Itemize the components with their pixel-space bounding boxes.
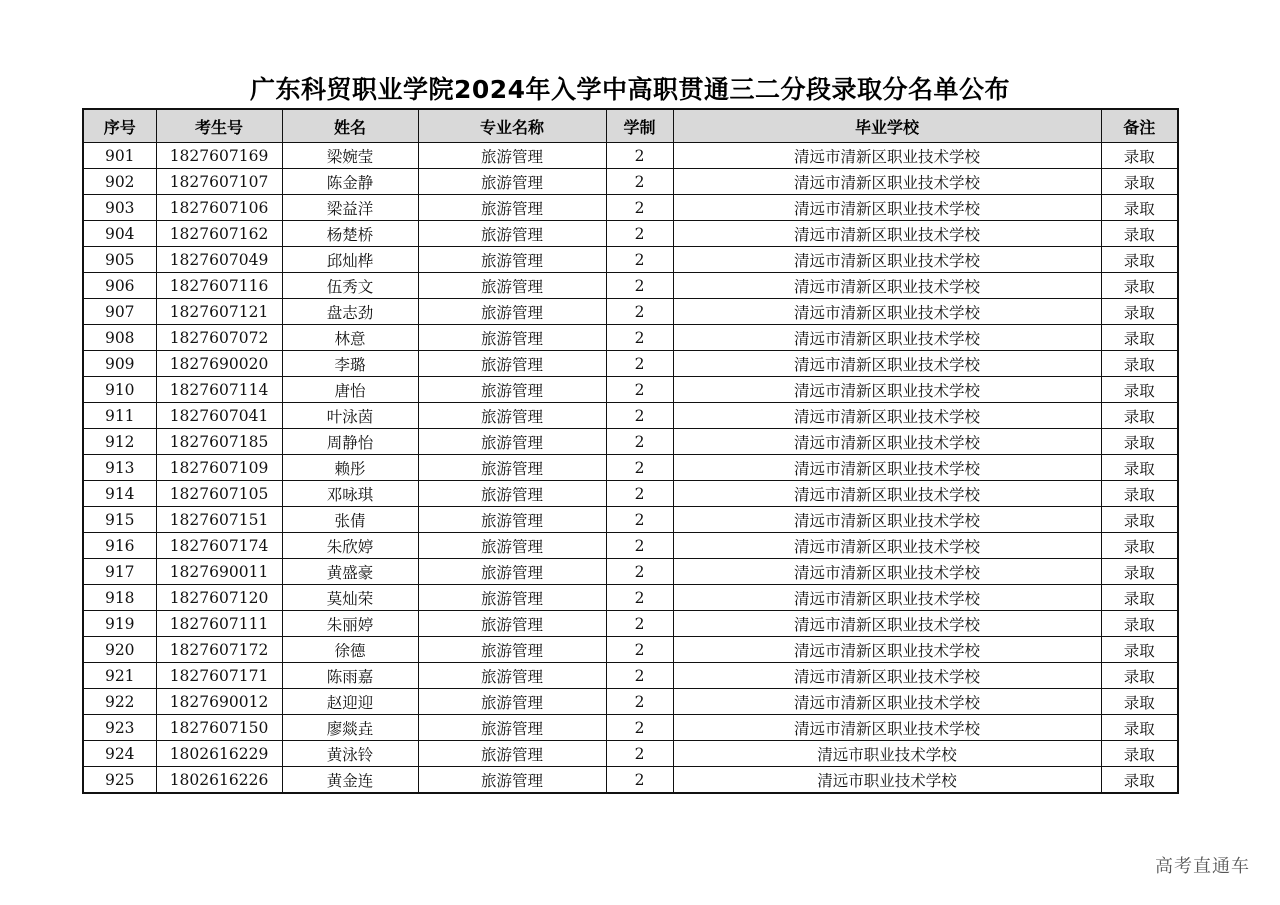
cell-candidate-number: 1827607121 bbox=[156, 299, 282, 325]
table-header-row bbox=[83, 109, 1178, 143]
cell-duration: 2 bbox=[606, 611, 673, 637]
cell-remarks: 录取 bbox=[1101, 689, 1178, 715]
cell-candidate-number: 1827607106 bbox=[156, 195, 282, 221]
table-row bbox=[83, 455, 1178, 481]
cell-serial-number: 912 bbox=[83, 429, 156, 455]
header-serial-number: 序号 bbox=[83, 109, 156, 143]
cell-graduated-school: 清远市清新区职业技术学校 bbox=[673, 221, 1101, 247]
cell-major: 旅游管理 bbox=[418, 533, 606, 559]
cell-serial-number: 916 bbox=[83, 533, 156, 559]
cell-remarks: 录取 bbox=[1101, 637, 1178, 663]
table-row bbox=[83, 377, 1178, 403]
cell-duration: 2 bbox=[606, 507, 673, 533]
table-row bbox=[83, 221, 1178, 247]
table-row bbox=[83, 559, 1178, 585]
cell-major: 旅游管理 bbox=[418, 637, 606, 663]
cell-name: 李璐 bbox=[282, 351, 418, 377]
cell-remarks: 录取 bbox=[1101, 507, 1178, 533]
table-row bbox=[83, 637, 1178, 663]
cell-graduated-school: 清远市清新区职业技术学校 bbox=[673, 143, 1101, 169]
cell-graduated-school: 清远市清新区职业技术学校 bbox=[673, 247, 1101, 273]
cell-name: 杨楚桥 bbox=[282, 221, 418, 247]
cell-major: 旅游管理 bbox=[418, 143, 606, 169]
cell-duration: 2 bbox=[606, 559, 673, 585]
cell-candidate-number: 1802616226 bbox=[156, 767, 282, 794]
cell-major: 旅游管理 bbox=[418, 741, 606, 767]
cell-graduated-school: 清远市清新区职业技术学校 bbox=[673, 273, 1101, 299]
cell-serial-number: 918 bbox=[83, 585, 156, 611]
table-row bbox=[83, 689, 1178, 715]
cell-serial-number: 906 bbox=[83, 273, 156, 299]
cell-serial-number: 913 bbox=[83, 455, 156, 481]
cell-name: 周静怡 bbox=[282, 429, 418, 455]
cell-major: 旅游管理 bbox=[418, 325, 606, 351]
table-row bbox=[83, 325, 1178, 351]
cell-duration: 2 bbox=[606, 325, 673, 351]
cell-candidate-number: 1827607072 bbox=[156, 325, 282, 351]
cell-duration: 2 bbox=[606, 351, 673, 377]
cell-graduated-school: 清远市清新区职业技术学校 bbox=[673, 481, 1101, 507]
cell-graduated-school: 清远市清新区职业技术学校 bbox=[673, 585, 1101, 611]
cell-remarks: 录取 bbox=[1101, 195, 1178, 221]
cell-name: 林意 bbox=[282, 325, 418, 351]
cell-candidate-number: 1827607116 bbox=[156, 273, 282, 299]
cell-major: 旅游管理 bbox=[418, 169, 606, 195]
cell-name: 廖燚垚 bbox=[282, 715, 418, 741]
cell-major: 旅游管理 bbox=[418, 507, 606, 533]
cell-major: 旅游管理 bbox=[418, 429, 606, 455]
cell-name: 莫灿荣 bbox=[282, 585, 418, 611]
cell-graduated-school: 清远市清新区职业技术学校 bbox=[673, 351, 1101, 377]
cell-remarks: 录取 bbox=[1101, 429, 1178, 455]
cell-graduated-school: 清远市清新区职业技术学校 bbox=[673, 169, 1101, 195]
cell-candidate-number: 1827607172 bbox=[156, 637, 282, 663]
table-row bbox=[83, 481, 1178, 507]
cell-graduated-school: 清远市清新区职业技术学校 bbox=[673, 559, 1101, 585]
cell-serial-number: 911 bbox=[83, 403, 156, 429]
cell-name: 朱欣婷 bbox=[282, 533, 418, 559]
cell-remarks: 录取 bbox=[1101, 143, 1178, 169]
table-row bbox=[83, 195, 1178, 221]
table-row bbox=[83, 169, 1178, 195]
table-row bbox=[83, 585, 1178, 611]
cell-remarks: 录取 bbox=[1101, 767, 1178, 794]
cell-graduated-school: 清远市清新区职业技术学校 bbox=[673, 195, 1101, 221]
cell-name: 赵迎迎 bbox=[282, 689, 418, 715]
cell-duration: 2 bbox=[606, 429, 673, 455]
cell-duration: 2 bbox=[606, 767, 673, 794]
cell-serial-number: 921 bbox=[83, 663, 156, 689]
cell-candidate-number: 1827607151 bbox=[156, 507, 282, 533]
cell-name: 陈金静 bbox=[282, 169, 418, 195]
cell-name: 陈雨嘉 bbox=[282, 663, 418, 689]
cell-serial-number: 907 bbox=[83, 299, 156, 325]
cell-name: 邱灿桦 bbox=[282, 247, 418, 273]
cell-major: 旅游管理 bbox=[418, 663, 606, 689]
cell-major: 旅游管理 bbox=[418, 611, 606, 637]
cell-graduated-school: 清远市清新区职业技术学校 bbox=[673, 637, 1101, 663]
cell-remarks: 录取 bbox=[1101, 715, 1178, 741]
header-remarks: 备注 bbox=[1101, 109, 1178, 143]
cell-candidate-number: 1827607041 bbox=[156, 403, 282, 429]
cell-name: 赖彤 bbox=[282, 455, 418, 481]
cell-graduated-school: 清远市清新区职业技术学校 bbox=[673, 533, 1101, 559]
cell-major: 旅游管理 bbox=[418, 247, 606, 273]
cell-duration: 2 bbox=[606, 481, 673, 507]
cell-remarks: 录取 bbox=[1101, 741, 1178, 767]
cell-candidate-number: 1827607174 bbox=[156, 533, 282, 559]
cell-name: 徐德 bbox=[282, 637, 418, 663]
cell-major: 旅游管理 bbox=[418, 455, 606, 481]
cell-name: 伍秀文 bbox=[282, 273, 418, 299]
cell-name: 梁益洋 bbox=[282, 195, 418, 221]
cell-serial-number: 901 bbox=[83, 143, 156, 169]
table-row bbox=[83, 611, 1178, 637]
cell-duration: 2 bbox=[606, 715, 673, 741]
cell-major: 旅游管理 bbox=[418, 377, 606, 403]
cell-candidate-number: 1802616229 bbox=[156, 741, 282, 767]
table-row bbox=[83, 351, 1178, 377]
cell-major: 旅游管理 bbox=[418, 559, 606, 585]
cell-serial-number: 915 bbox=[83, 507, 156, 533]
cell-remarks: 录取 bbox=[1101, 221, 1178, 247]
cell-name: 黄金连 bbox=[282, 767, 418, 794]
cell-serial-number: 925 bbox=[83, 767, 156, 794]
cell-duration: 2 bbox=[606, 741, 673, 767]
cell-name: 唐怡 bbox=[282, 377, 418, 403]
cell-candidate-number: 1827607185 bbox=[156, 429, 282, 455]
document-title: 广东科贸职业学院2024年入学中高职贯通三二分段录取分名单公布 bbox=[249, 75, 1011, 104]
cell-serial-number: 919 bbox=[83, 611, 156, 637]
cell-duration: 2 bbox=[606, 143, 673, 169]
cell-name: 张倩 bbox=[282, 507, 418, 533]
header-name: 姓名 bbox=[282, 109, 418, 143]
cell-serial-number: 922 bbox=[83, 689, 156, 715]
cell-name: 黄盛豪 bbox=[282, 559, 418, 585]
watermark-text: 高考直通车 bbox=[1155, 856, 1250, 877]
table-row bbox=[83, 533, 1178, 559]
cell-duration: 2 bbox=[606, 689, 673, 715]
cell-candidate-number: 1827607049 bbox=[156, 247, 282, 273]
cell-candidate-number: 1827690020 bbox=[156, 351, 282, 377]
cell-duration: 2 bbox=[606, 169, 673, 195]
cell-serial-number: 924 bbox=[83, 741, 156, 767]
table-row bbox=[83, 403, 1178, 429]
cell-serial-number: 905 bbox=[83, 247, 156, 273]
cell-graduated-school: 清远市清新区职业技术学校 bbox=[673, 403, 1101, 429]
cell-serial-number: 904 bbox=[83, 221, 156, 247]
cell-serial-number: 902 bbox=[83, 169, 156, 195]
cell-remarks: 录取 bbox=[1101, 533, 1178, 559]
table-body bbox=[83, 143, 1178, 794]
cell-graduated-school: 清远市职业技术学校 bbox=[673, 767, 1101, 794]
cell-candidate-number: 1827607114 bbox=[156, 377, 282, 403]
table-row bbox=[83, 663, 1178, 689]
cell-graduated-school: 清远市职业技术学校 bbox=[673, 741, 1101, 767]
cell-remarks: 录取 bbox=[1101, 559, 1178, 585]
table-row bbox=[83, 247, 1178, 273]
cell-graduated-school: 清远市清新区职业技术学校 bbox=[673, 611, 1101, 637]
cell-remarks: 录取 bbox=[1101, 325, 1178, 351]
cell-candidate-number: 1827607162 bbox=[156, 221, 282, 247]
cell-remarks: 录取 bbox=[1101, 403, 1178, 429]
cell-serial-number: 920 bbox=[83, 637, 156, 663]
cell-name: 邓咏琪 bbox=[282, 481, 418, 507]
cell-name: 黄泳铃 bbox=[282, 741, 418, 767]
cell-candidate-number: 1827607120 bbox=[156, 585, 282, 611]
cell-remarks: 录取 bbox=[1101, 351, 1178, 377]
table-row bbox=[83, 299, 1178, 325]
table-row bbox=[83, 767, 1178, 794]
cell-remarks: 录取 bbox=[1101, 455, 1178, 481]
cell-remarks: 录取 bbox=[1101, 481, 1178, 507]
cell-candidate-number: 1827607107 bbox=[156, 169, 282, 195]
header-candidate-number: 考生号 bbox=[156, 109, 282, 143]
header-graduated-school: 毕业学校 bbox=[673, 109, 1101, 143]
cell-remarks: 录取 bbox=[1101, 611, 1178, 637]
cell-candidate-number: 1827607111 bbox=[156, 611, 282, 637]
cell-duration: 2 bbox=[606, 273, 673, 299]
cell-name: 梁婉莹 bbox=[282, 143, 418, 169]
cell-graduated-school: 清远市清新区职业技术学校 bbox=[673, 377, 1101, 403]
cell-candidate-number: 1827607171 bbox=[156, 663, 282, 689]
cell-major: 旅游管理 bbox=[418, 273, 606, 299]
table-row bbox=[83, 273, 1178, 299]
table-row bbox=[83, 741, 1178, 767]
cell-graduated-school: 清远市清新区职业技术学校 bbox=[673, 299, 1101, 325]
cell-serial-number: 909 bbox=[83, 351, 156, 377]
cell-duration: 2 bbox=[606, 221, 673, 247]
cell-candidate-number: 1827607150 bbox=[156, 715, 282, 741]
cell-duration: 2 bbox=[606, 377, 673, 403]
header-major: 专业名称 bbox=[418, 109, 606, 143]
cell-candidate-number: 1827607169 bbox=[156, 143, 282, 169]
cell-remarks: 录取 bbox=[1101, 585, 1178, 611]
cell-serial-number: 917 bbox=[83, 559, 156, 585]
cell-graduated-school: 清远市清新区职业技术学校 bbox=[673, 689, 1101, 715]
cell-name: 朱丽婷 bbox=[282, 611, 418, 637]
cell-duration: 2 bbox=[606, 533, 673, 559]
cell-serial-number: 914 bbox=[83, 481, 156, 507]
cell-serial-number: 923 bbox=[83, 715, 156, 741]
cell-major: 旅游管理 bbox=[418, 195, 606, 221]
cell-major: 旅游管理 bbox=[418, 715, 606, 741]
header-duration: 学制 bbox=[606, 109, 673, 143]
cell-name: 叶泳茵 bbox=[282, 403, 418, 429]
cell-graduated-school: 清远市清新区职业技术学校 bbox=[673, 325, 1101, 351]
cell-serial-number: 908 bbox=[83, 325, 156, 351]
cell-graduated-school: 清远市清新区职业技术学校 bbox=[673, 455, 1101, 481]
cell-duration: 2 bbox=[606, 663, 673, 689]
cell-candidate-number: 1827607109 bbox=[156, 455, 282, 481]
cell-duration: 2 bbox=[606, 247, 673, 273]
cell-major: 旅游管理 bbox=[418, 351, 606, 377]
cell-duration: 2 bbox=[606, 455, 673, 481]
cell-major: 旅游管理 bbox=[418, 585, 606, 611]
cell-major: 旅游管理 bbox=[418, 299, 606, 325]
cell-serial-number: 903 bbox=[83, 195, 156, 221]
cell-remarks: 录取 bbox=[1101, 169, 1178, 195]
cell-remarks: 录取 bbox=[1101, 299, 1178, 325]
cell-duration: 2 bbox=[606, 195, 673, 221]
cell-serial-number: 910 bbox=[83, 377, 156, 403]
table-row bbox=[83, 143, 1178, 169]
cell-major: 旅游管理 bbox=[418, 403, 606, 429]
cell-major: 旅游管理 bbox=[418, 689, 606, 715]
cell-major: 旅游管理 bbox=[418, 481, 606, 507]
cell-candidate-number: 1827607105 bbox=[156, 481, 282, 507]
cell-graduated-school: 清远市清新区职业技术学校 bbox=[673, 663, 1101, 689]
cell-name: 盘志劲 bbox=[282, 299, 418, 325]
cell-remarks: 录取 bbox=[1101, 377, 1178, 403]
cell-duration: 2 bbox=[606, 637, 673, 663]
cell-duration: 2 bbox=[606, 299, 673, 325]
cell-major: 旅游管理 bbox=[418, 767, 606, 794]
cell-major: 旅游管理 bbox=[418, 221, 606, 247]
cell-graduated-school: 清远市清新区职业技术学校 bbox=[673, 429, 1101, 455]
cell-graduated-school: 清远市清新区职业技术学校 bbox=[673, 715, 1101, 741]
table-row bbox=[83, 715, 1178, 741]
table-row bbox=[83, 507, 1178, 533]
cell-remarks: 录取 bbox=[1101, 273, 1178, 299]
table-row bbox=[83, 429, 1178, 455]
cell-candidate-number: 1827690012 bbox=[156, 689, 282, 715]
admission-table bbox=[82, 108, 1179, 794]
cell-graduated-school: 清远市清新区职业技术学校 bbox=[673, 507, 1101, 533]
cell-candidate-number: 1827690011 bbox=[156, 559, 282, 585]
cell-remarks: 录取 bbox=[1101, 663, 1178, 689]
cell-duration: 2 bbox=[606, 403, 673, 429]
cell-remarks: 录取 bbox=[1101, 247, 1178, 273]
cell-duration: 2 bbox=[606, 585, 673, 611]
